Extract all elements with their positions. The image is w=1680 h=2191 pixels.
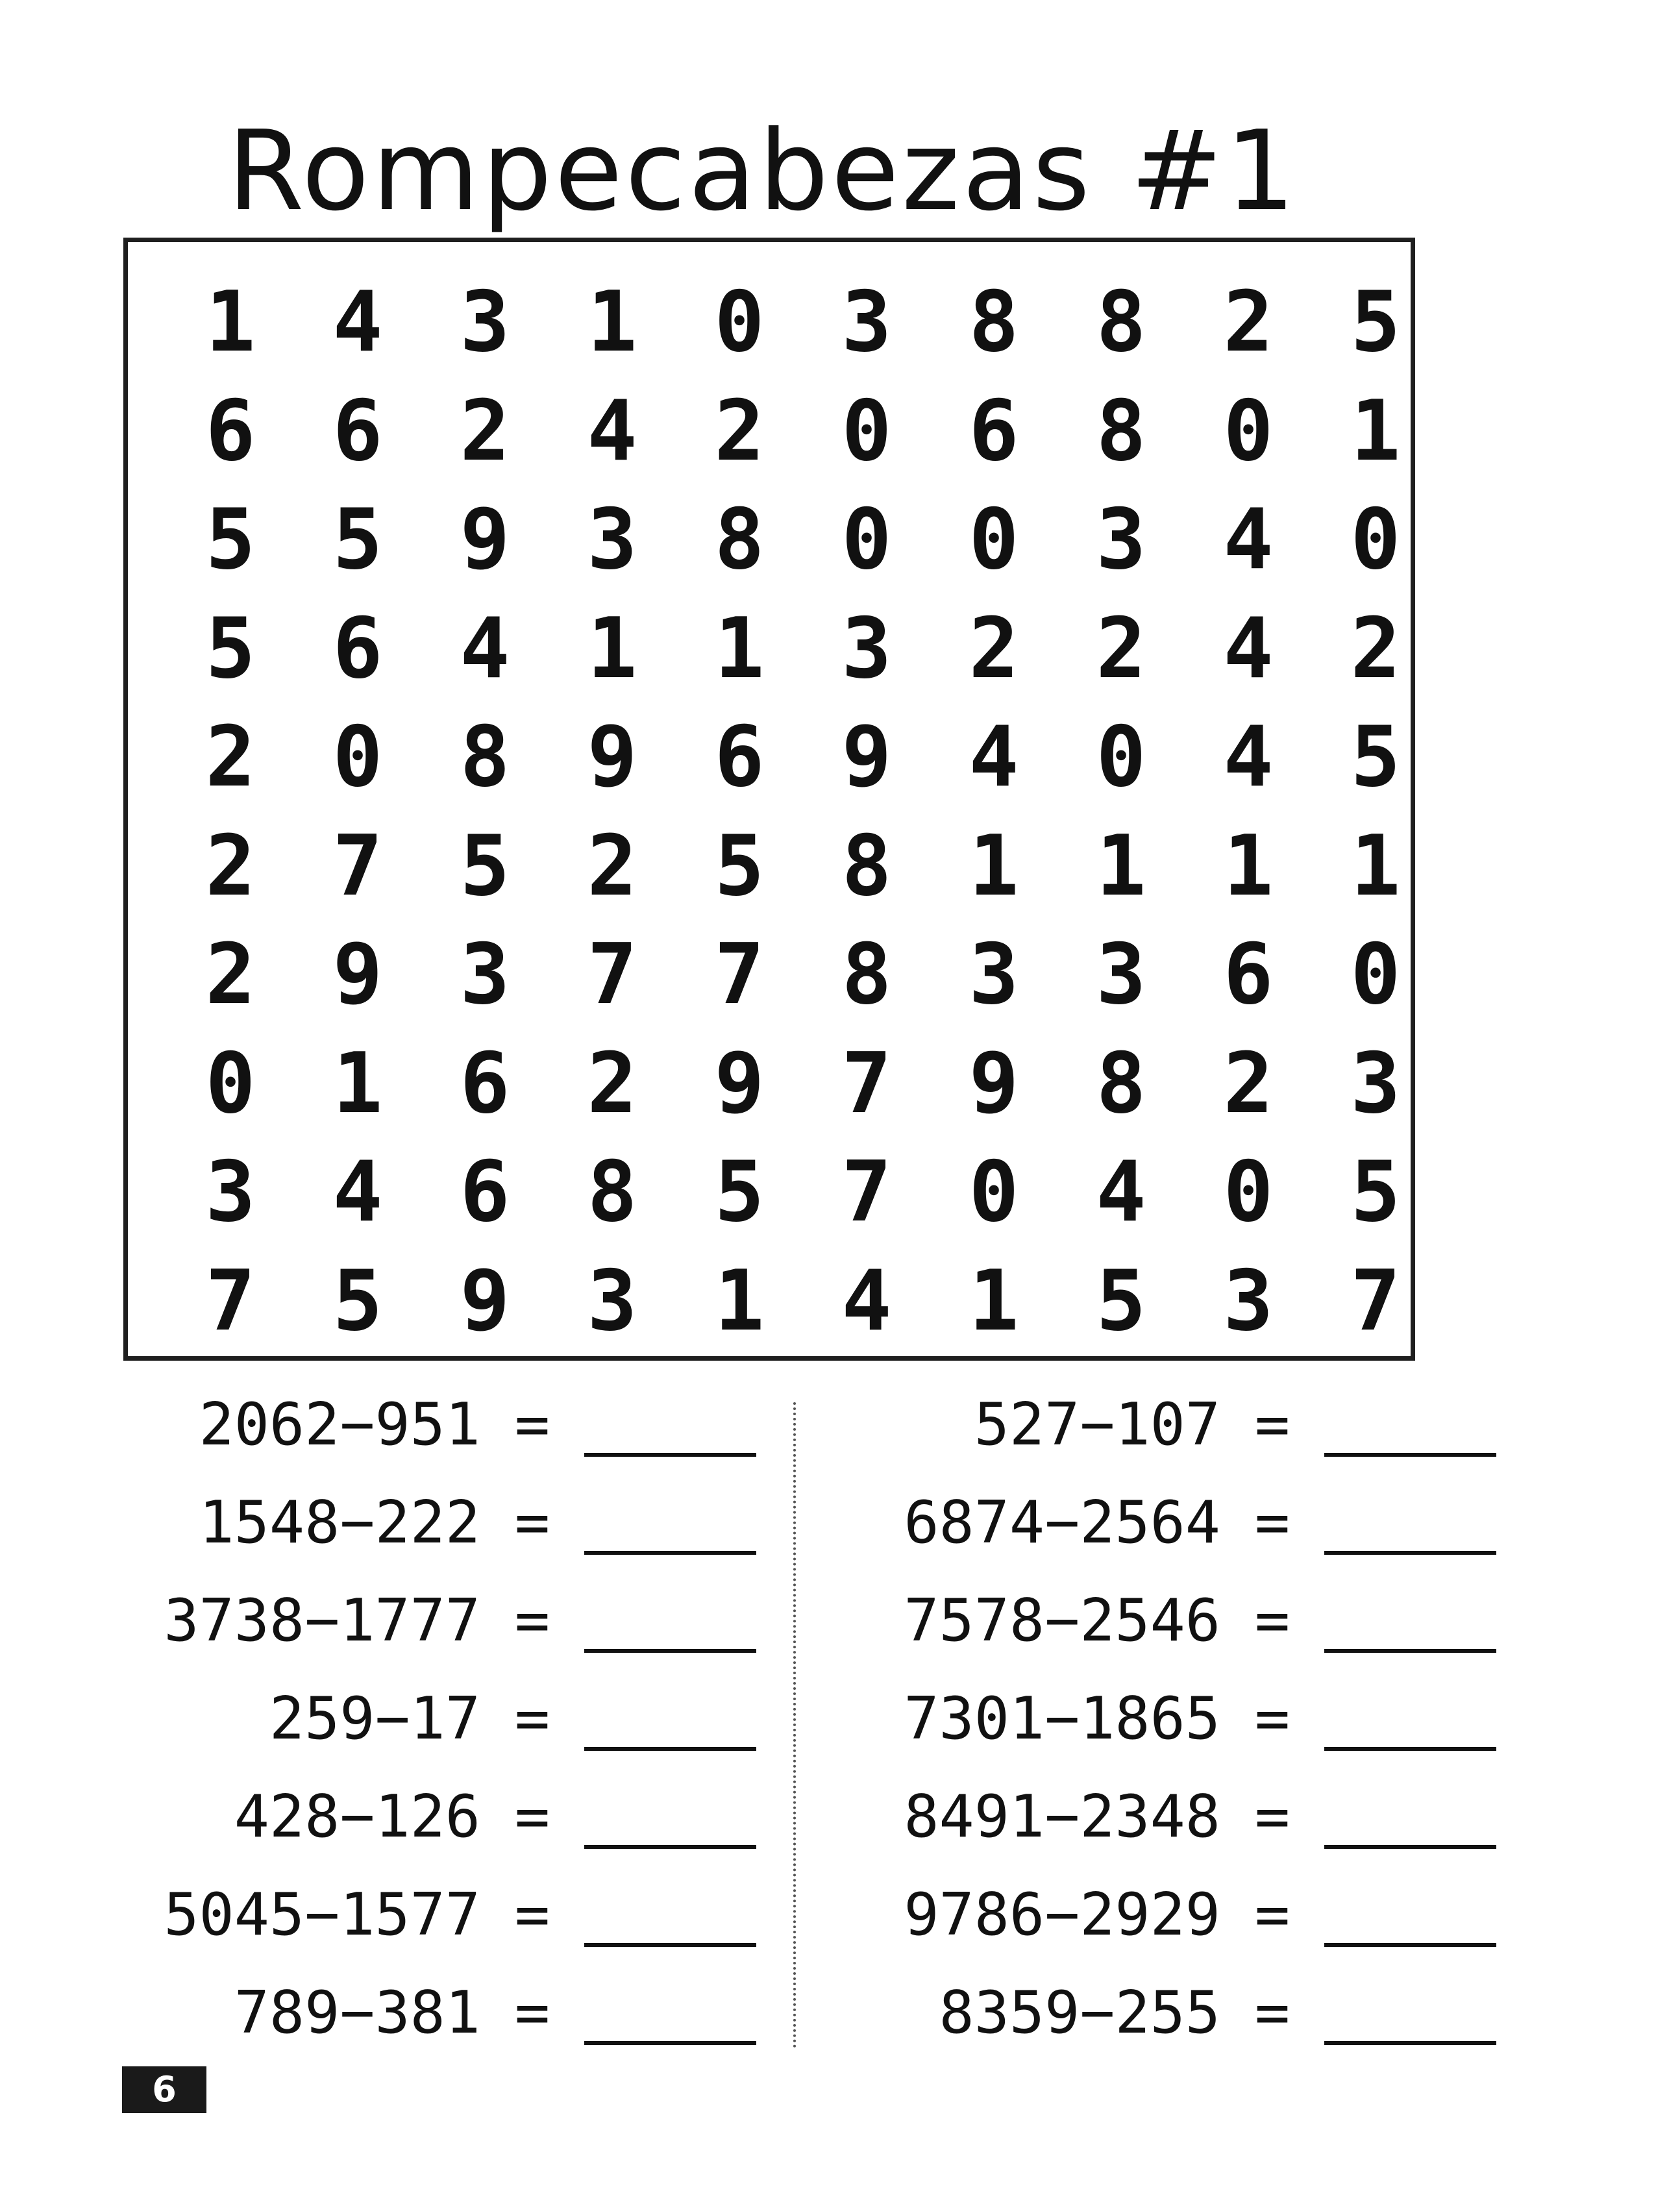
grid-cell: 7 (841, 1144, 892, 1241)
equals-sign: = (1254, 1391, 1291, 1459)
equation-expression: 6874−2564 (904, 1489, 1220, 1557)
grid-cell: 1 (1350, 817, 1401, 915)
equals-sign: = (514, 1587, 550, 1655)
answer-blank[interactable] (1324, 1879, 1496, 1947)
grid-cell: 8 (1096, 1035, 1146, 1132)
grid-cell: 6 (460, 1144, 510, 1241)
equals-sign: = (1254, 1489, 1291, 1557)
grid-cell: 1 (714, 1252, 765, 1350)
grid-cell: 7 (1350, 1252, 1401, 1350)
grid-cell: 6 (332, 382, 383, 480)
grid-cell: 5 (205, 491, 256, 588)
grid-cell: 1 (969, 817, 1019, 915)
equation-expression: 5045−1577 (164, 1881, 480, 1949)
grid-cell: 2 (460, 382, 510, 480)
equation-expression: 8491−2348 (904, 1783, 1220, 1851)
grid-cell: 2 (1096, 600, 1146, 697)
equation-expression: 259−17 (269, 1685, 480, 1753)
grid-cell: 1 (205, 274, 256, 371)
equals-sign: = (514, 1881, 550, 1949)
grid-cell: 6 (969, 382, 1019, 480)
grid-cell: 3 (1096, 926, 1146, 1023)
page-title: Rompecabezas #1 (227, 107, 1298, 236)
grid-cell: 9 (969, 1035, 1019, 1132)
grid-cell: 9 (714, 1035, 765, 1132)
equals-sign: = (1254, 1979, 1291, 2047)
grid-cell: 0 (841, 491, 892, 588)
grid-cell: 1 (1096, 817, 1146, 915)
column-divider (793, 1402, 796, 2048)
grid-cell: 7 (205, 1252, 256, 1350)
grid-cell: 6 (332, 600, 383, 697)
grid-cell: 7 (714, 926, 765, 1023)
equation-expression: 1548−222 (199, 1489, 480, 1557)
grid-cell: 8 (1096, 274, 1146, 371)
grid-cell: 4 (332, 1144, 383, 1241)
grid-cell: 4 (1223, 600, 1274, 697)
grid-cell: 0 (1350, 926, 1401, 1023)
grid-cell: 0 (205, 1035, 256, 1132)
grid-cell: 7 (587, 926, 637, 1023)
grid-cell: 3 (841, 274, 892, 371)
grid-cell: 4 (332, 274, 383, 371)
answer-blank[interactable] (584, 1389, 756, 1457)
grid-cell: 3 (205, 1144, 256, 1241)
grid-cell: 0 (1223, 1144, 1274, 1241)
grid-cell: 1 (714, 600, 765, 697)
equation-row (850, 1487, 1506, 1585)
equation-expression: 428−126 (234, 1783, 480, 1851)
answer-blank[interactable] (584, 1781, 756, 1849)
equations-left-column (110, 1389, 766, 2075)
grid-cell: 0 (969, 491, 1019, 588)
answer-blank[interactable] (1324, 1977, 1496, 2045)
grid-cell: 1 (1223, 817, 1274, 915)
grid-cell: 6 (1223, 926, 1274, 1023)
equals-sign: = (514, 1489, 550, 1557)
grid-cell: 4 (1096, 1144, 1146, 1241)
grid-cell: 7 (841, 1035, 892, 1132)
grid-cell: 1 (587, 600, 637, 697)
grid-cell: 4 (841, 1252, 892, 1350)
equation-row (110, 1977, 766, 2075)
equals-sign: = (1254, 1685, 1291, 1753)
grid-cell: 5 (332, 1252, 383, 1350)
grid-cell: 5 (1096, 1252, 1146, 1350)
page-number-badge: 6 (122, 2066, 206, 2113)
equals-sign: = (514, 1979, 550, 2047)
grid-cell: 2 (587, 1035, 637, 1132)
grid-cell: 6 (714, 709, 765, 806)
answer-blank[interactable] (1324, 1683, 1496, 1751)
grid-cell: 2 (1223, 274, 1274, 371)
grid-cell: 5 (1350, 709, 1401, 806)
grid-cell: 2 (1350, 600, 1401, 697)
equation-row (850, 1977, 1506, 2075)
equations-right-column (850, 1389, 1506, 2075)
grid-cell: 4 (1223, 709, 1274, 806)
equation-row (110, 1585, 766, 1683)
equation-row (110, 1389, 766, 1487)
equation-row (850, 1683, 1506, 1781)
grid-cell: 8 (841, 926, 892, 1023)
grid-cell: 9 (841, 709, 892, 806)
answer-blank[interactable] (584, 1879, 756, 1947)
grid-cell: 3 (1223, 1252, 1274, 1350)
grid-cell: 2 (714, 382, 765, 480)
grid-cell: 3 (1096, 491, 1146, 588)
grid-cell: 3 (841, 600, 892, 697)
grid-cell: 8 (714, 491, 765, 588)
grid-cell: 8 (1096, 382, 1146, 480)
equals-sign: = (514, 1685, 550, 1753)
grid-cell: 2 (205, 817, 256, 915)
answer-blank[interactable] (584, 1585, 756, 1653)
equation-expression: 7578−2546 (904, 1587, 1220, 1655)
grid-cell: 5 (714, 817, 765, 915)
grid-cell: 4 (587, 382, 637, 480)
grid-cell: 0 (1223, 382, 1274, 480)
equals-sign: = (514, 1783, 550, 1851)
grid-cell: 8 (587, 1144, 637, 1241)
grid-cell: 5 (714, 1144, 765, 1241)
grid-cell: 2 (205, 709, 256, 806)
answer-blank[interactable] (1324, 1487, 1496, 1555)
grid-cell: 5 (332, 491, 383, 588)
equation-row (850, 1389, 1506, 1487)
grid-cell: 0 (841, 382, 892, 480)
equals-sign: = (1254, 1783, 1291, 1851)
grid-cell: 0 (1096, 709, 1146, 806)
grid-cell: 1 (587, 274, 637, 371)
equation-row (110, 1781, 766, 1879)
grid-cell: 5 (460, 817, 510, 915)
grid-cell: 5 (1350, 274, 1401, 371)
equals-sign: = (514, 1391, 550, 1459)
equation-expression: 7301−1865 (904, 1685, 1220, 1753)
grid-cell: 8 (969, 274, 1019, 371)
equation-row (850, 1879, 1506, 1977)
grid-cell: 3 (460, 926, 510, 1023)
grid-cell: 1 (969, 1252, 1019, 1350)
answer-blank[interactable] (584, 1487, 756, 1555)
grid-cell: 6 (205, 382, 256, 480)
grid-cell: 0 (1350, 491, 1401, 588)
equation-row (110, 1487, 766, 1585)
grid-cell: 2 (969, 600, 1019, 697)
grid-cell: 0 (714, 274, 765, 371)
grid-cell: 5 (205, 600, 256, 697)
grid-cell: 3 (587, 1252, 637, 1350)
grid-cell: 4 (1223, 491, 1274, 588)
equation-row (850, 1585, 1506, 1683)
grid-cell: 4 (969, 709, 1019, 806)
equation-expression: 9786−2929 (904, 1881, 1220, 1949)
grid-cell: 4 (460, 600, 510, 697)
answer-blank[interactable] (1324, 1781, 1496, 1849)
equals-sign: = (1254, 1881, 1291, 1949)
answer-blank[interactable] (1324, 1389, 1496, 1457)
equation-row (110, 1683, 766, 1781)
grid-cell: 3 (460, 274, 510, 371)
grid-cell: 3 (1350, 1035, 1401, 1132)
equation-expression: 789−381 (234, 1979, 480, 2047)
grid-cell: 9 (332, 926, 383, 1023)
equation-expression: 3738−1777 (164, 1587, 480, 1655)
grid-cell: 0 (332, 709, 383, 806)
equals-sign: = (1254, 1587, 1291, 1655)
equation-expression: 8359−255 (939, 1979, 1220, 2047)
grid-cell: 6 (460, 1035, 510, 1132)
grid-cell: 3 (969, 926, 1019, 1023)
answer-blank[interactable] (584, 1683, 756, 1751)
grid-cell: 8 (460, 709, 510, 806)
equation-row (110, 1879, 766, 1977)
grid-cell: 7 (332, 817, 383, 915)
grid-cell: 5 (1350, 1144, 1401, 1241)
grid-cell: 3 (587, 491, 637, 588)
grid-cell: 8 (841, 817, 892, 915)
grid-cell: 9 (587, 709, 637, 806)
answer-blank[interactable] (584, 1977, 756, 2045)
grid-cell: 2 (587, 817, 637, 915)
grid-cell: 0 (969, 1144, 1019, 1241)
equation-expression: 2062−951 (199, 1391, 480, 1459)
number-search-grid-frame (123, 238, 1415, 1361)
number-search-grid (167, 268, 1401, 1350)
grid-cell: 2 (1223, 1035, 1274, 1132)
grid-cell: 9 (460, 1252, 510, 1350)
grid-cell: 9 (460, 491, 510, 588)
grid-cell: 1 (1350, 382, 1401, 480)
answer-blank[interactable] (1324, 1585, 1496, 1653)
equation-expression: 527−107 (974, 1391, 1220, 1459)
equation-row (850, 1781, 1506, 1879)
grid-cell: 2 (205, 926, 256, 1023)
grid-cell: 1 (332, 1035, 383, 1132)
